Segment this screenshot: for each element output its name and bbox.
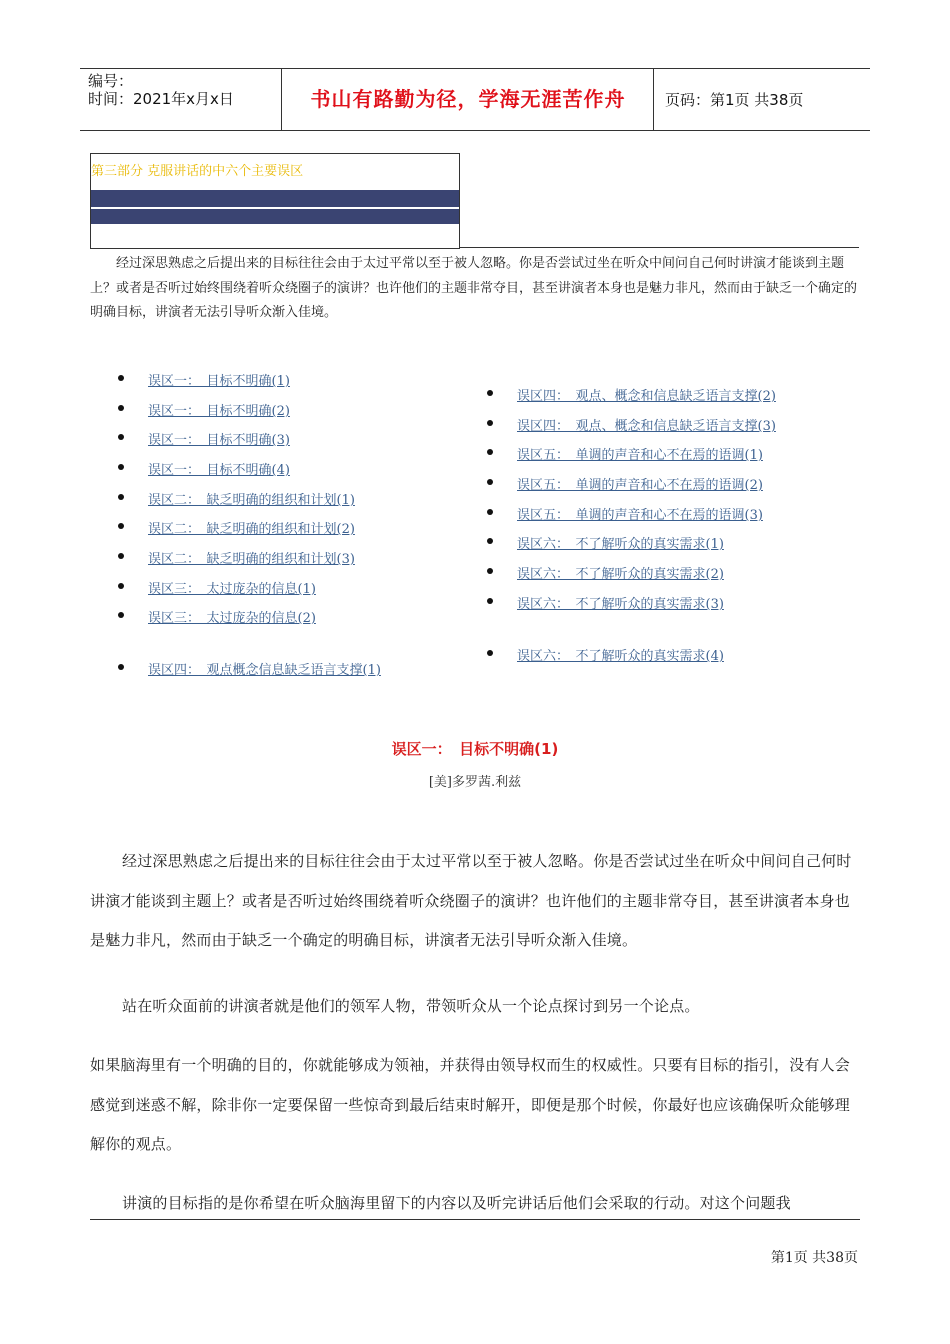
bullet-icon <box>118 434 124 440</box>
bullet-icon <box>118 612 124 618</box>
bullet-icon <box>118 664 124 670</box>
section-title-box <box>90 153 460 249</box>
toc-item[interactable] <box>148 607 316 626</box>
toc-link[interactable]: 误区一： 目标不明确(4) <box>148 463 290 478</box>
header-motto: 书山有路勤为径，学海无涯苦作舟 <box>310 87 626 111</box>
toc-link[interactable]: 误区二： 缺乏明确的组织和计划(3) <box>148 552 355 567</box>
toc-link[interactable]: 误区六： 不了解听众的真实需求(2) <box>517 567 724 582</box>
toc-item[interactable] <box>148 459 290 478</box>
toc-link[interactable]: 误区六： 不了解听众的真实需求(4) <box>517 649 724 664</box>
toc-item[interactable] <box>148 659 381 678</box>
toc-item[interactable] <box>148 489 355 508</box>
toc-item[interactable] <box>517 563 724 582</box>
toc-item[interactable] <box>148 429 290 448</box>
section-rule <box>459 247 859 248</box>
article-paragraph: 如果脑海里有一个明确的目的，你就能够成为领袖，并获得由领导权而生的权威性。只要有目标的指引，没有人会感觉到迷惑不解，除非你一定要保留一些惊奇到最后结束时解开，即便是那个时候，你最好也应该确保听众能够理解你的观点。 <box>90 1056 851 1153</box>
toc-link[interactable]: 误区二： 缺乏明确的组织和计划(1) <box>148 493 355 508</box>
toc-link[interactable]: 误区四： 观点、概念和信息缺乏语言支撑(3) <box>517 419 776 434</box>
toc-link[interactable]: 误区一： 目标不明确(2) <box>148 404 290 419</box>
toc-link[interactable]: 误区六： 不了解听众的真实需求(3) <box>517 597 724 612</box>
toc-item[interactable] <box>517 415 776 434</box>
section-title: 第三部分 克服讲话的中六个主要误区 <box>91 164 304 179</box>
bullet-icon <box>118 464 124 470</box>
page-header <box>80 68 870 131</box>
toc-item[interactable] <box>517 444 763 463</box>
header-meta <box>88 72 234 108</box>
section-bar <box>91 209 459 224</box>
bullet-icon <box>118 405 124 411</box>
toc-link[interactable]: 误区六： 不了解听众的真实需求(1) <box>517 537 724 552</box>
toc-item[interactable] <box>517 645 724 664</box>
footer-rule <box>90 1219 860 1220</box>
article-paragraph: 讲演的目标指的是你希望在听众脑海里留下的内容以及听完讲话后他们会采取的行动。对这个问题我 <box>122 1194 791 1212</box>
toc-link[interactable]: 误区二： 缺乏明确的组织和计划(2) <box>148 522 355 537</box>
toc-item[interactable] <box>517 593 724 612</box>
toc-item[interactable] <box>517 385 776 404</box>
bullet-icon <box>487 650 493 656</box>
toc-item[interactable] <box>148 370 290 389</box>
toc-link[interactable]: 误区一： 目标不明确(1) <box>148 374 290 389</box>
toc-link[interactable]: 误区一： 目标不明确(3) <box>148 433 290 448</box>
toc-link[interactable]: 误区三： 太过庞杂的信息(1) <box>148 582 316 597</box>
bullet-icon <box>118 583 124 589</box>
toc-link[interactable]: 误区三： 太过庞杂的信息(2) <box>148 611 316 626</box>
bullet-icon <box>487 479 493 485</box>
article-paragraph: 站在听众面前的讲演者就是他们的领军人物，带领听众从一个论点探讨到另一个论点。 <box>122 997 700 1015</box>
toc-link[interactable]: 误区五： 单调的声音和心不在焉的语调(1) <box>517 448 763 463</box>
bullet-icon <box>487 538 493 544</box>
toc-item[interactable] <box>148 518 355 537</box>
bullet-icon <box>118 494 124 500</box>
toc-item[interactable] <box>148 400 290 419</box>
page-footer: 第1页 共38页 <box>770 1250 858 1266</box>
document-date-label: 时间：2021年x月x日 <box>88 90 234 108</box>
bullet-icon <box>487 598 493 604</box>
bullet-icon <box>487 568 493 574</box>
toc-item[interactable] <box>148 548 355 567</box>
article-paragraph: 经过深思熟虑之后提出来的目标往往会由于太过平常以至于被人忽略。你是否尝试过坐在听众中间问自己何时讲演才能谈到主题上？或者是否听过始终围绕着听众绕圈子的演讲？也许他们的主题非常夺目，甚至讲演者本身也是魅力非凡，然而由于缺乏一个确定的明确目标，讲演者无法引导听众渐入佳境。 <box>90 852 852 949</box>
document-number-label: 编号： <box>88 72 134 90</box>
bullet-icon <box>487 509 493 515</box>
toc-link[interactable]: 误区五： 单调的声音和心不在焉的语调(2) <box>517 478 763 493</box>
toc-link[interactable]: 误区五： 单调的声音和心不在焉的语调(3) <box>517 508 763 523</box>
toc-item[interactable] <box>517 533 724 552</box>
bullet-icon <box>487 390 493 396</box>
article-author: [美]多罗茜.利兹 <box>428 775 522 790</box>
bullet-icon <box>118 553 124 559</box>
toc-item[interactable] <box>517 474 763 493</box>
bullet-icon <box>487 420 493 426</box>
bullet-icon <box>118 523 124 529</box>
toc-item[interactable] <box>148 578 316 597</box>
section-bar <box>91 190 459 207</box>
toc-link[interactable]: 误区四： 观点、概念和信息缺乏语言支撑(2) <box>517 389 776 404</box>
bullet-icon <box>118 375 124 381</box>
toc-link[interactable]: 误区四： 观点概念信息缺乏语言支撑(1) <box>148 663 381 678</box>
bullet-icon <box>487 449 493 455</box>
toc-item[interactable] <box>517 504 763 523</box>
intro-paragraph: 经过深思熟虑之后提出来的目标往往会由于太过平常以至于被人忽略。你是否尝试过坐在听众中间问自己何时讲演才能谈到主题上？或者是否听过始终围绕着听众绕圈子的演讲？也许他们的主题非常夺目，甚至讲演者本身也是魅力非凡，然而由于缺乏一个确定的明确目标，讲演者无法引导听众渐入佳境。 <box>90 256 858 320</box>
header-page-label: 页码：第1页 共38页 <box>665 91 804 109</box>
article-title: 误区一： 目标不明确(1) <box>391 740 559 758</box>
